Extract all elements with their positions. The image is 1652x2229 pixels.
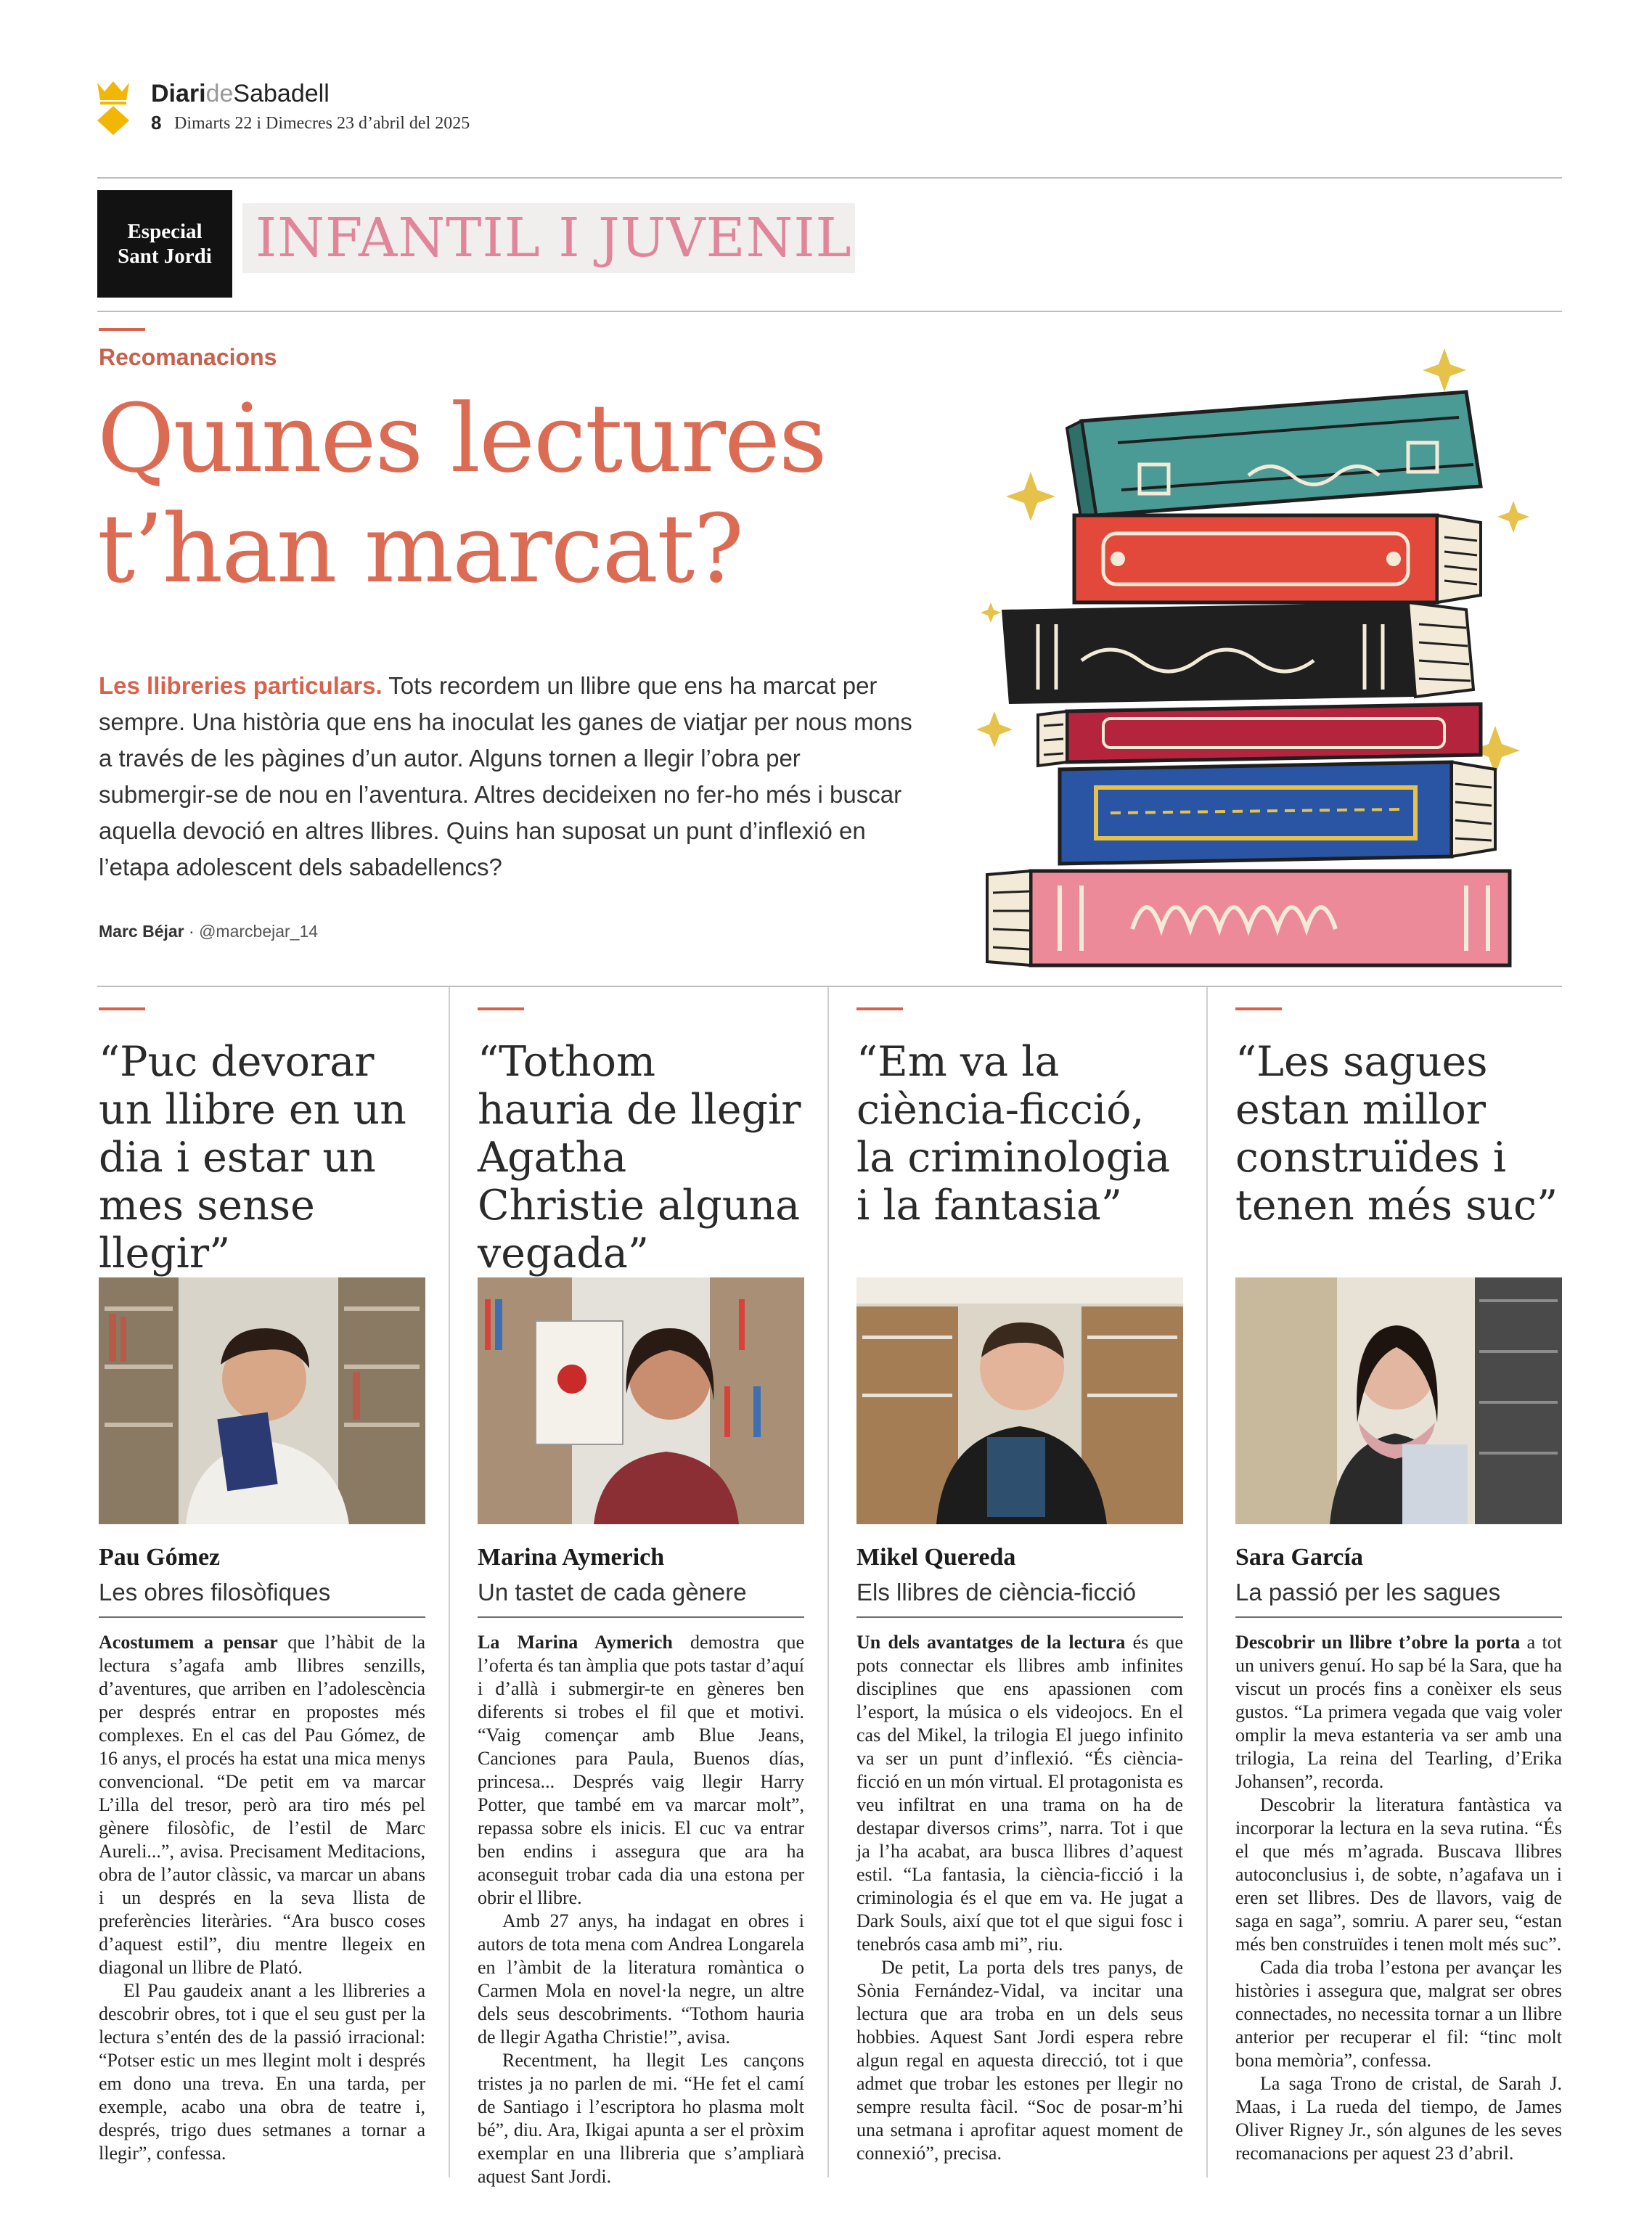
kicker-bar <box>99 328 145 331</box>
profile-name: Mikel Quereda <box>856 1544 1016 1571</box>
pull-quote: “Puc devorar un llibre en un dia i estar un mes sense llegir” <box>99 1038 406 1277</box>
profile-topic: Els llibres de ciència-ficció <box>856 1579 1183 1618</box>
section-title: INFANTIL I JUVENIL <box>255 207 852 269</box>
profile-body: Descobrir un llibre t’obre la porta a tot un univers genuí. Ho sap bé la Sara, que ha viscut un procés fins a conèixer els seus gustos. “La primera vegada que vaig voler omplir la meva estanteria va ser amb una trilogia, La reina del Tearling, d’Erika Johansen”, recorda. Descobrir la literatura fantàstica va incorporar la lectura en la seva rutina. “És el que més m’agrada. Buscava llibres autoconclusius i, de sobte, n’agafava un i eren set llibres. Des de llavors, vaig de saga en saga”, somriu. A parer seu, “estan més ben construïdes i tenen molt més suc”. Cada dia troba l’estona per avançar les històries i assegura que, malgrat ser obres connectades, no necessita tornar a un llibre anterior per recuperar el fil: “tinc molt bona memòria”, confessa. La saga Trono de cristal, de Sarah J. Maas, i La rueda del tiempo, de James Oliver Rigney Jr., són algunes de les seves recomanacions per aquest 23 d’abril. <box>1235 1632 1562 2164</box>
lead-paragraph: Les llibreries particulars. Tots recordem un llibre que ens ha marcat per sempre. Una història que ens ha inoculat les ganes de viatjar per nous mons a través de les pàgines d’un autor. Alguns tornen a llegir l’obra per submergir-se de nou en l’aventura. Altres decideixen no fer-ho més i buscar aquella devoció en altres llibres. Quins han suposat un punt d’inflexió en l’etapa adolescent dels sabadellencs? <box>99 672 912 880</box>
pink-book <box>987 871 1510 965</box>
quote-accent-bar <box>856 1007 903 1010</box>
dateline: Dimarts 22 i Dimecres 23 d’abril del 2025 <box>174 114 470 133</box>
section-rule <box>97 311 1562 312</box>
kicker: Recomanacions <box>99 344 277 370</box>
profile-column-mikel <box>856 987 1183 2165</box>
column-divider <box>827 987 829 2177</box>
profile-topic: La passió per les sagues <box>1235 1579 1562 1618</box>
diari-logo-icon <box>94 78 132 136</box>
red-book <box>1074 515 1481 602</box>
top-rule <box>97 177 1562 179</box>
crimson-book <box>1038 704 1481 766</box>
teal-book <box>1067 392 1481 523</box>
profile-name: Marina Aymerich <box>478 1544 665 1571</box>
blue-book <box>1060 762 1495 864</box>
profile-topic: Un tastet de cada gènere <box>478 1579 804 1618</box>
profile-body: Un dels avantatges de la lectura és que pots connectar els llibres amb infinites disciplines que ens apassionen com l’esport, la música o els videojocs. En el cas del Mikel, la trilogia El juego infinito va ser un punt d’inflexió. “És ciència-ficció en un món virtual. El protagonista es veu infiltrat en una trama on ha de destapar diversos crims”, narra. Tot i que ja l’ha acabat, ara busca llibres d’aquest estil. “La fantasia, la ciència-ficció i la criminologia és el que em va. He jugat a Dark Souls, així que tot el que sigui fosc i tenebrós casa amb mi”, riu. De petit, La porta dels tres panys, de Sònia Fernández-Vidal, va incitar una lectura que ara troba en un dels seus hobbies. Aquest Sant Jordi espera rebre algun regal en aquesta direcció, tot i que admet que trobar les estones per llegir no sempre resulta fàcil. “Soc de posar-m’hi una setmana i aprofitar aquest moment de connexió”, precisa. <box>856 1632 1183 2164</box>
quote-accent-bar <box>1235 1007 1282 1010</box>
black-book <box>1002 602 1473 704</box>
pull-quote: “Em va la ciència-ficció, la criminologia i la fantasia” <box>856 1038 1171 1230</box>
portrait-photo <box>478 1277 804 1524</box>
profile-column-pau <box>99 987 425 2165</box>
column-divider <box>1206 987 1208 2177</box>
books-stack-illustration <box>973 334 1575 973</box>
page-number: 8 <box>151 112 162 134</box>
pull-quote: “Tothom hauria de llegir Agatha Christie alguna vegada” <box>478 1038 801 1277</box>
quote-accent-bar <box>478 1007 524 1010</box>
special-badge: Especial Sant Jordi <box>97 190 232 298</box>
column-divider <box>449 987 450 2177</box>
profile-column-marina <box>478 987 804 2188</box>
profile-column-sara <box>1235 987 1562 2165</box>
headline: Quines lectures t’han marcat? <box>97 383 826 604</box>
profile-body: Acostumem a pensar que l’hàbit de la lectura s’agafa amb llibres senzills, d’aventures, que arriben en l’adolescència per després entrar en propostes més complexes. En el cas del Pau Gómez, de 16 anys, el procés ha estat una mica menys convencional. “De petit em va marcar L’illa del tresor, però ara tiro més pel gènere filosòfic, de l’estil de Marc Aureli...”, avisa. Precisament Meditacions, obra de l’autor clàssic, va marcar un abans i un després en la seva llista de preferències literàries. “Ara busco coses d’aquest estil”, diu mentre llegeix en diagonal un llibre de Plató. El Pau gaudeix anant a les llibreries a descobrir obres, tot i que el seu gust per la lectura s’entén des de la passió irracional: “Potser estic un mes llegint molt i després em dono una treva. En una tarda, per exemple, acabo una obra de teatre i, després, trigo dues setmanes a tornar a llegir”, confessa. <box>99 1632 425 2164</box>
portrait-photo <box>856 1277 1183 1524</box>
profile-name: Pau Gómez <box>99 1544 221 1571</box>
quote-accent-bar <box>99 1007 145 1010</box>
byline: Marc Béjar · @marcbejar_14 <box>99 922 319 941</box>
profile-body: La Marina Aymerich demostra que l’oferta és tan àmplia que pots tastar d’aquí i d’allà i submergir-te en gèneres ben diferents si trobes el fil que et motivi. “Vaig començar amb Blue Jeans, Canciones para Paula, Buenos días, princesa... Després vaig llegir Harry Potter, que també em va marcar molt”, repassa sobre els inicis. El cuc va entrar ben endins i assegura que ara ha aconseguit trobar cada dia una estona per obrir el llibre. Amb 27 anys, ha indagat en obres i autors de tota mena com Andrea Longarela en l’àmbit de la literatura romàntica o Carmen Mola en novel·la negre, un altre dels seus descobriments. “Tothom hauria de llegir Agatha Christie!”, avisa. Recentment, ha llegit Les cançons tristes ja no parlen de mi. “He fet el camí de Santiago i l’escriptora ho plasma molt bé”, diu. Ara, Ikigai apunta a ser el pròxim exemplar en una llibreria que s’ampliarà aquest Sant Jordi. <box>478 1632 805 2187</box>
brand-name: DiarideSabadell <box>151 80 330 107</box>
profile-topic: Les obres filosòfiques <box>99 1579 425 1618</box>
pull-quote: “Les sagues estan millor construïdes i tenen més suc” <box>1235 1038 1558 1230</box>
profile-name: Sara García <box>1235 1544 1363 1571</box>
portrait-photo <box>99 1277 425 1524</box>
portrait-photo <box>1235 1277 1562 1524</box>
